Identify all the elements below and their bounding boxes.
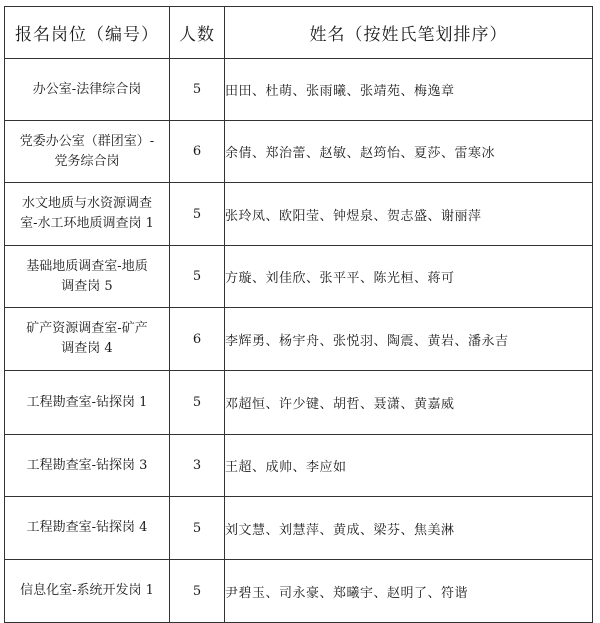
position-line: 调查岗 4 [61, 341, 113, 356]
table-row [5, 371, 593, 435]
names-cell: 张玲凤、欧阳莹、钟煜泉、贺志盛、谢丽萍 [225, 183, 593, 246]
position-cell [5, 121, 170, 183]
count-cell: 6 [170, 121, 225, 183]
count-cell: 6 [170, 308, 225, 371]
names-cell: 邓超恒、许少键、胡哲、聂潇、黄嘉威 [225, 371, 593, 435]
position-line: 室-水工环地质调查岗 1 [20, 216, 154, 231]
header-count: 人数 [170, 7, 225, 59]
names-cell: 田田、杜萌、张雨曦、张靖苑、梅逸章 [225, 59, 593, 121]
table-row [5, 560, 593, 623]
position-line: 工程勘查室-钻探岗 1 [26, 394, 148, 410]
names-cell: 余倩、郑治蕾、赵敏、赵筠怡、夏莎、雷寒冰 [225, 121, 593, 183]
names-cell: 刘文慧、刘慧萍、黄成、梁芬、焦美淋 [225, 497, 593, 560]
position-cell [5, 246, 170, 308]
names-cell: 王超、成帅、李应如 [225, 435, 593, 497]
count-cell: 5 [170, 183, 225, 246]
position-line: 党委办公室（群团室）- [19, 133, 155, 149]
table-row [5, 497, 593, 560]
position-line: 办公室-法律综合岗 [32, 81, 142, 97]
names-cell: 李辉勇、杨宇舟、张悦羽、陶震、黄岩、潘永吉 [225, 308, 593, 371]
table-row [5, 246, 593, 308]
names-cell: 尹碧玉、司永豪、郑曦宇、赵明了、符谐 [225, 560, 593, 623]
position-line: 党务综合岗 [54, 153, 120, 169]
table-row [5, 435, 593, 497]
position-cell [5, 308, 170, 371]
table-row [5, 59, 593, 121]
count-cell: 5 [170, 59, 225, 121]
names-cell: 方璇、刘佳欣、张平平、陈光桓、蒋可 [225, 246, 593, 308]
count-cell: 3 [170, 435, 225, 497]
candidate-table [4, 6, 593, 623]
position-cell [5, 183, 170, 246]
position-line: 矿产资源调查室-矿产 [26, 321, 148, 336]
count-cell: 5 [170, 246, 225, 308]
position-cell [5, 371, 170, 435]
position-line: 基础地质调查室-地质 [26, 258, 148, 274]
position-line: 调查岗 5 [61, 278, 113, 294]
count-cell: 5 [170, 560, 225, 623]
position-cell [5, 435, 170, 497]
position-line: 工程勘查室-钻探岗 3 [26, 457, 148, 473]
header-position: 报名岗位（编号） [5, 7, 170, 59]
position-cell [5, 497, 170, 560]
table-row [5, 121, 593, 183]
position-cell [5, 59, 170, 121]
count-cell: 5 [170, 371, 225, 435]
position-line: 工程勘查室-钻探岗 4 [26, 520, 148, 535]
header-names: 姓名（按姓氏笔划排序） [225, 7, 593, 59]
table-header-row [5, 7, 593, 59]
table-row [5, 308, 593, 371]
position-line: 水文地质与水资源调查 [21, 196, 152, 211]
position-line: 信息化室-系统开发岗 1 [20, 583, 154, 598]
table-row [5, 183, 593, 246]
position-cell [5, 560, 170, 623]
count-cell: 5 [170, 497, 225, 560]
